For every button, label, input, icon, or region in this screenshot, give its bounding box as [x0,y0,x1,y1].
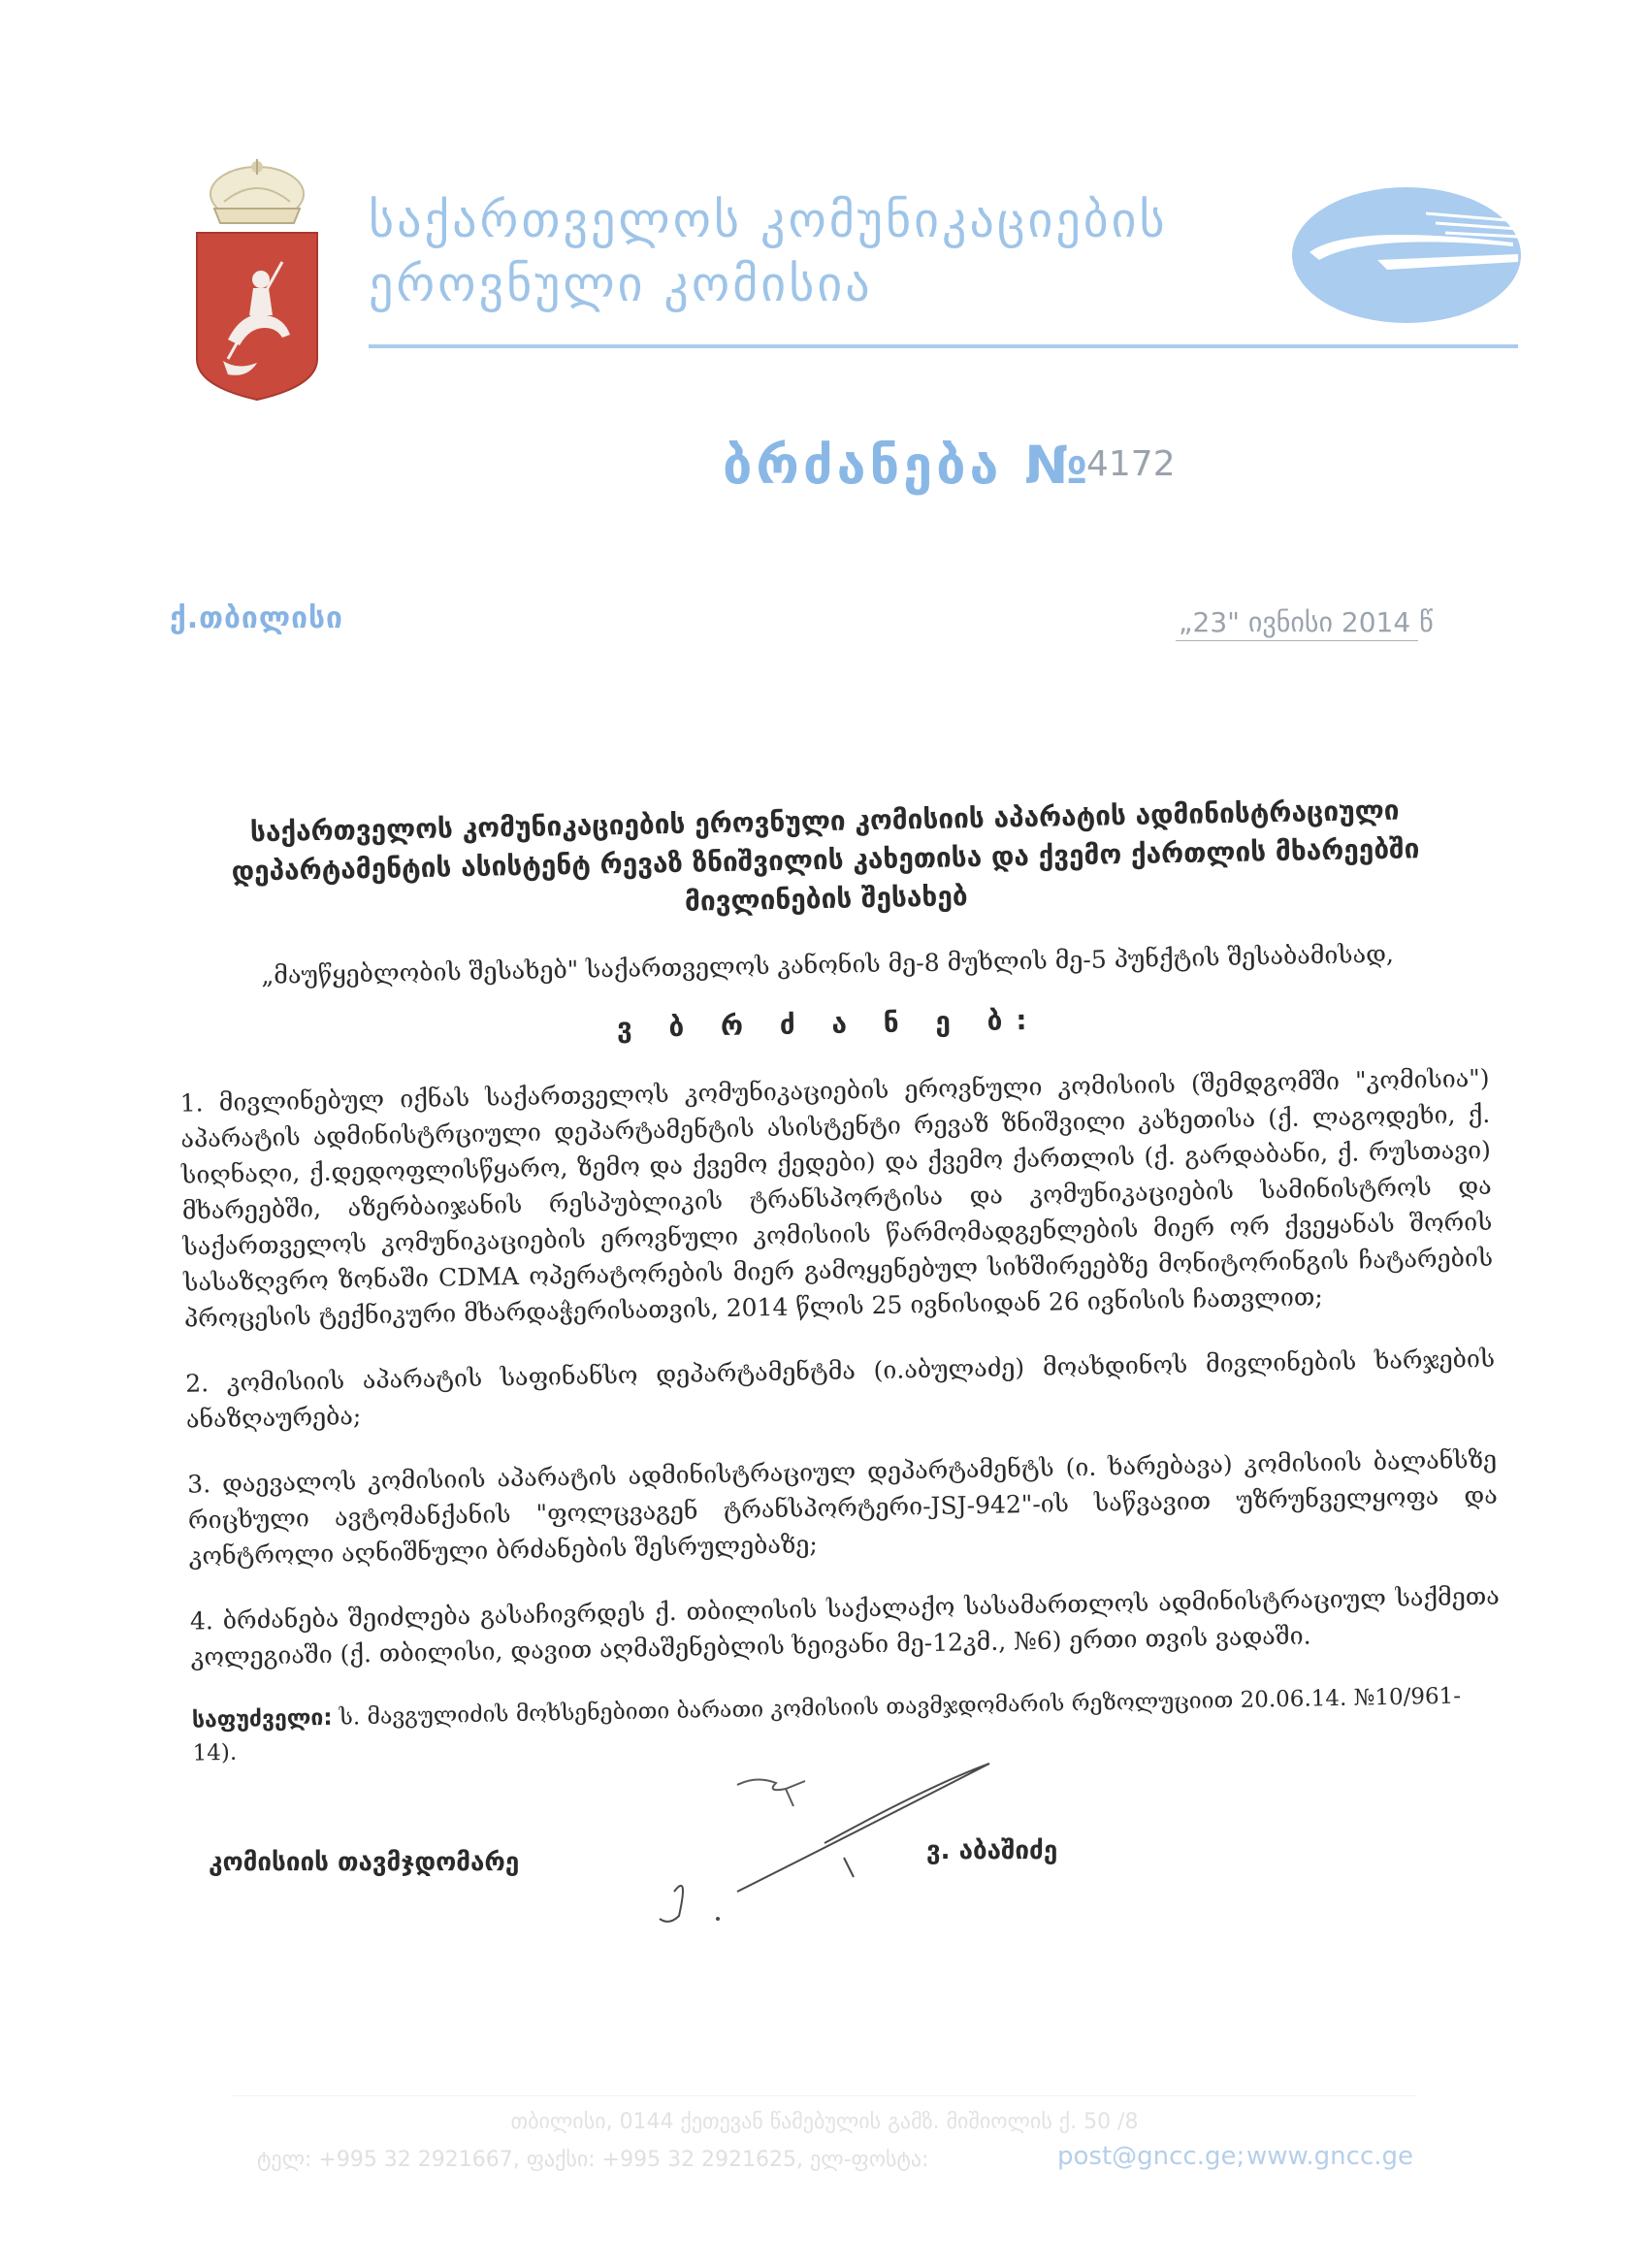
coat-of-arms-icon [189,155,325,403]
order-date: „23" ივნისი 2014 წ [1179,606,1434,638]
order-title: ბრძანება № [723,435,1092,496]
organization-name-line1: საქართველოს კომუნიკაციების [369,192,1168,248]
order-item-2: 2. კომისიის აპარატის საფინანსო დეპარტამენტმა (ი.აბულაძე) მოახდინოს მივლინების ხარჯების ანაზღაურება; [184,1344,1496,1434]
legal-basis: „მაუწყებლობის შესახებ" საქართველოს კანონის მე-8 მუხლის მე-5 პუნქტის შესაბამისად, [261,939,1395,990]
order-item-1: 1. მივლინებულ იქნას საქართველოს კომუნიკაციების ეროვნული კომისიის (შემდგომში "კომისია") აპარატის ადმინისტრციული დეპარტამენტის ასისტენტი რევაზ ზნიშვილი კახეთისა (ქ. ლაგოდეხი, ქ. სიღნაღი, ქ.დედოფლისწყარო, ზემო და ქვემო ქედები) და ქვემო ქართლის (ქ. გარდაბანი, ქ. რუსთავი) მხარეებში, აზერბაიჯანის რესპუბლიკის ტრანსპორტისა და კომუნიკაციების სამინისტროს და საქართველოს კომუნიკაციების ეროვნული კომისიის წარმომადგენლების მიერ ორ ქვეყანას შორის სასაზღვრო ზონაში CDMA ოპერატორების მიერ გამოყენებულ სიხშირეებზე მონიტორინგის ჩატარების პროცესის ტექნიკური მხარდაჭერისათვის, 2014 წლის 25 ივნისიდან 26 ივნისის ჩათვლით; [179,1063,1494,1333]
footer-email-link[interactable]: post@gncc.ge; [1057,2142,1245,2171]
order-item-4: 4. ბრძანება შეიძლება გასაჩივრდეს ქ. თბილისის საქალაქო სასამართლოს ადმინისტრაციულ საქმეთა კოლეგიაში (ქ. თბილისი, დავით აღმაშენებლის ხეივანი მე-12კმ., №6) ერთი თვის ვადაში. [189,1581,1500,1671]
organization-name-line2: ეროვნული კომისია [369,256,873,312]
footer-address: თბილისი, 0144 ქეთევან წამებულის გამზ. მიშიოლის ქ. 50 /8 [510,2110,1139,2134]
order-number: 4172 [1086,444,1176,484]
gncc-logo-icon [1290,184,1523,325]
footer-phones: ტელ: +995 32 2921667, ფაქსი: +995 32 2921625, ელ-ფოსტა: [257,2148,929,2172]
orders-heading: ვ ბ რ ძ ა ნ ე ბ: [616,1003,1041,1045]
footer-divider [233,2095,1416,2096]
footer-website-link[interactable]: www.gncc.ge [1246,2142,1414,2171]
order-item-3: 3. დაევალოს კომისიის აპარატის ადმინისტრაციულ დეპარტამენტს (ი. ხარებავა) კომისიის ბალანსზე რიცხული ავტომანქანის "ფოლცვაგენ ტრანსპორტერი-JSJ-942"-ის საწვავით უზრუნველყოფა და კონტროლი აღნიშნული ბრძანების შესრულებაზე; [186,1444,1498,1571]
chair-name: ვ. აბაშიძე [926,1836,1058,1865]
basis-note-text: ს. მავგულიძის მოხსენებითი ბარათი კომისიის თავმჯდომარის რეზოლუციით 20.06.14. №10/961-14). [192,1683,1462,1766]
basis-note-label: საფუძველი: [191,1704,333,1733]
date-underline [1176,640,1418,641]
document-subject: საქართველოს კომუნიკაციების ეროვნული კომისიის აპარატის ადმინისტრაციული დეპარტამენტის ასისტენტ რევაზ ზნიშვილის კახეთისა და ქვემო ქართლის მხარეებში მივლინების შესახებ [231,794,1420,918]
chair-title: კომისიის თავმჯდომარე [209,1848,520,1877]
document-body [165,790,1503,1770]
city-label: ქ.თბილისი [170,601,343,635]
header-divider [369,344,1518,348]
